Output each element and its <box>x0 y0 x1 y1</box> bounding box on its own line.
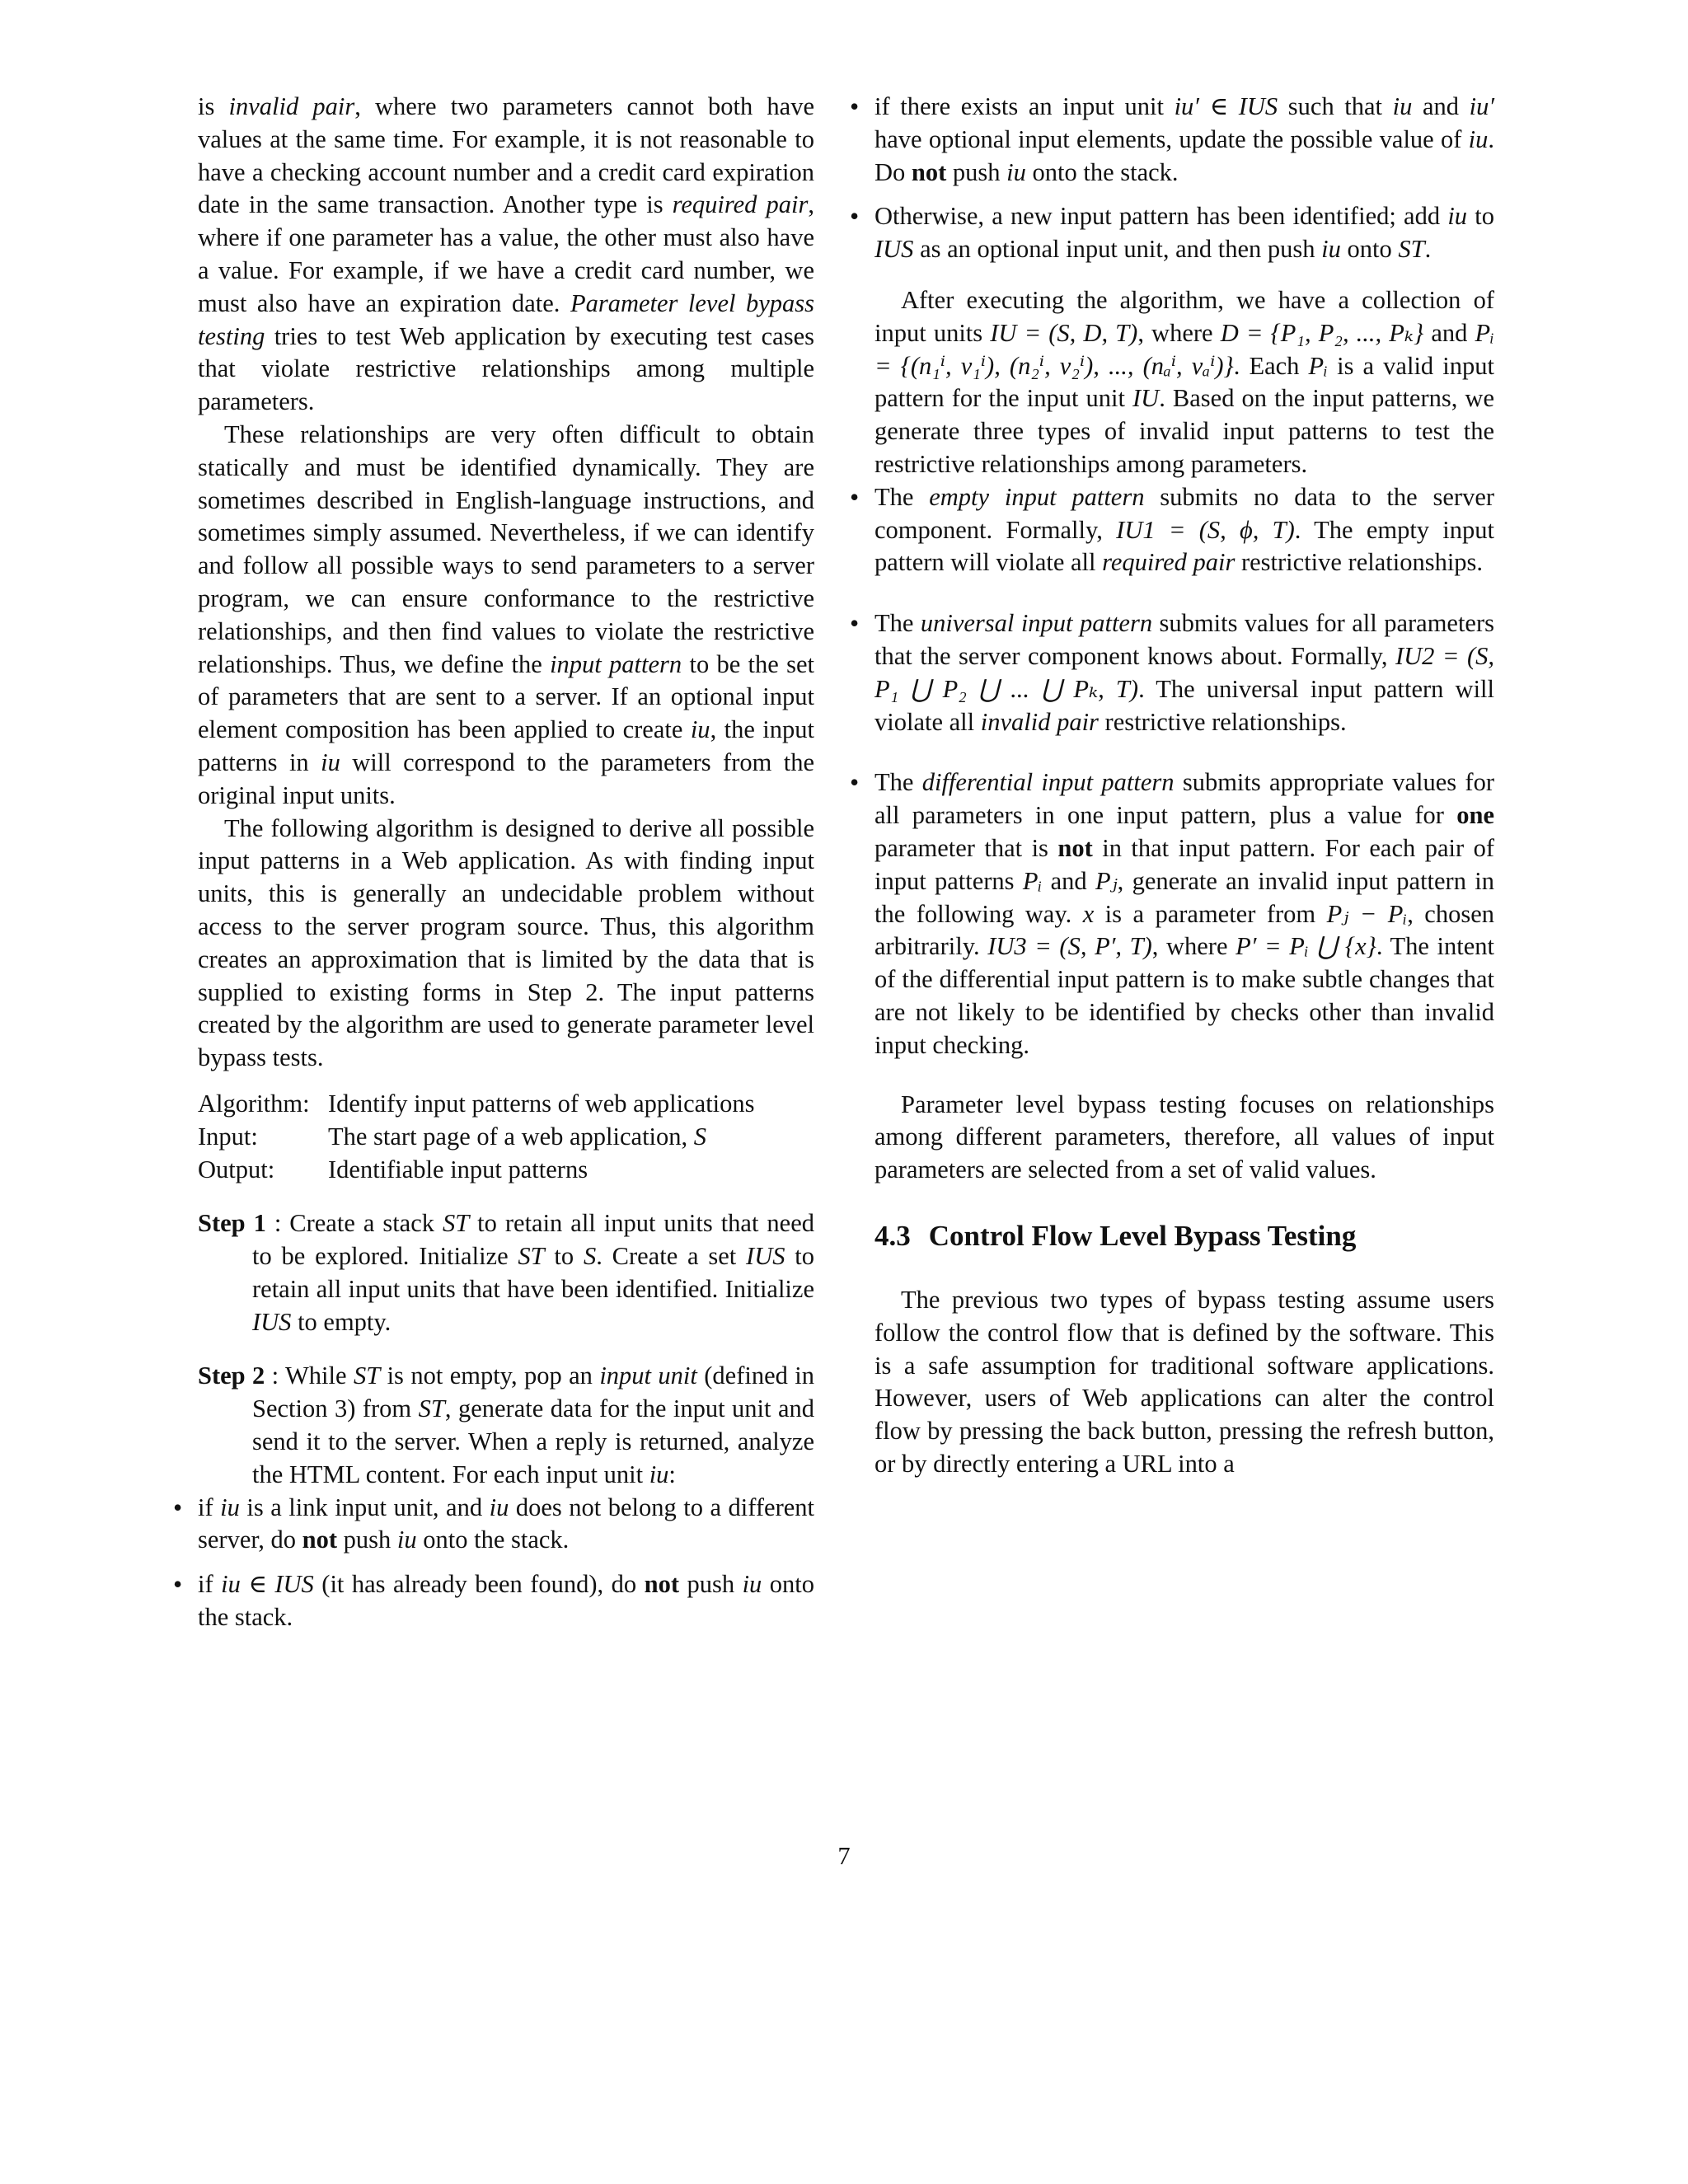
left-column <box>198 91 814 1646</box>
list-item-differential-pattern: • The differential input pattern submits appropriate values for all parameters in one input pattern, plus a value for one parameter that is not in that input pattern. For each pair of input patterns Pᵢ and Pⱼ, generate an invalid input pattern in the following way. x is a parameter from Pⱼ − Pᵢ, chosen arbitrarily. IU3 = (S, P′, T), where P′ = Pᵢ ⋃ {x}. The intent of the differential input pattern is to make subtle changes that are not likely to be identified by checks other than invalid input checking. <box>874 766 1494 1062</box>
algorithm-header <box>198 1088 814 1186</box>
paragraph-control-flow: The previous two types of bypass testing assume users follow the control flow that is defined by the software. This is a safe assumption for traditional software applications. However, users of Web applications can alter the control flow by pressing the back button, pressing the refresh button, or by directly entering a URL into a <box>874 1285 1494 1478</box>
page-number: 7 <box>837 1842 851 1870</box>
paragraph-input-pattern: These relationships are very often difficult to obtain statically and must be identified dynamically. They are sometimes described in English-language instructions, and sometimes simply assumed. Nevertheless, if we can identify and follow all possible ways to send parameters to a server program, we can ensure conformance to the restrictive relationships, and then find values to violate the restrictive relationships. Thus, we define the input pattern to be the set of parameters that are sent to a server. If an optional input element composition has been applied to create iu, the input patterns in iu will correspond to the parameters from the original input units. <box>198 419 814 809</box>
list-item: • if there exists an input unit iu′ ∈ IUS such that iu and iu′ have optional input elements, update the possible value of iu. Do not push iu onto the stack. <box>874 91 1494 189</box>
input-label: Input: <box>198 1122 258 1151</box>
paragraph-parameter-level: Parameter level bypass testing focuses on relationships among different parameters, therefore, all values of input parameters are selected from a set of valid values. <box>874 1090 1494 1184</box>
output-value: Identifiable input patterns <box>328 1155 588 1183</box>
list-item: • if iu ∈ IUS (it has already been found), do not push iu onto the stack. <box>198 1568 814 1634</box>
invalid-pattern-types <box>874 481 1494 1062</box>
section-heading: 4.3 Control Flow Level Bypass Testing <box>874 1219 1357 1252</box>
algorithm-label: Algorithm: <box>198 1089 310 1118</box>
list-item-universal-pattern: • The universal input pattern submits values for all parameters that the server component knows about. Formally, IU2 = (S, P₁ ⋃ P₂ ⋃ ... ⋃ Pₖ, T). The universal input pattern will violate all invalid pair restrictive relationships. <box>874 607 1494 738</box>
algorithm-step-2: Step 2 : While ST is not empty, pop an input unit (defined in Section 3) from ST, generate data for the input unit and send it to the server. When a reply is returned, analyze the HTML content. For each input unit iu: • if iu is a link input unit, and iu does not belong to a different server, do not push iu onto the stack. • if iu ∈ IUS (it has already been found), do not push iu onto the stack. <box>198 1360 814 1633</box>
step-2-conditions <box>198 1492 814 1634</box>
paragraph-invalid-pair: is invalid pair, where two parameters cannot both have values at the same time. For example, it is not reasonable to have a checking account number and a credit card expiration date in the same transaction. Another type is required pair, where if one parameter has a value, the other must also have a value. For example, if we have a credit card number, we must also have an expiration date. Parameter level bypass testing tries to test Web application by executing test cases that violate restrictive relationships among multiple parameters. <box>198 92 815 416</box>
list-item: • if iu is a link input unit, and iu does not belong to a different server, do not push iu onto the stack. <box>198 1492 814 1558</box>
output-label: Output: <box>198 1155 275 1183</box>
algorithm-name: Identify input patterns of web applications <box>328 1089 755 1118</box>
list-item: • Otherwise, a new input pattern has been identified; add iu to IUS as an optional input unit, and then push iu onto ST. <box>874 200 1494 266</box>
step-2-conditions-continued <box>874 91 1494 266</box>
input-value: The start page of a web application, S <box>328 1122 707 1151</box>
paragraph-algorithm-intro: The following algorithm is designed to derive all possible input patterns in a Web application. As with finding input units, this is generally an undecidable problem without access to the server program source. Thus, this algorithm creates an approximation that is limited by the data that is supplied to existing forms in Step 2. The input patterns created by the algorithm are used to generate parameter level bypass tests. <box>198 813 814 1072</box>
paragraph-input-units-collection: After executing the algorithm, we have a collection of input units IU = (S, D, T), where D = {P₁, P₂, ..., Pₖ} and Pᵢ = {(n₁ⁱ, v₁ⁱ), (n₂ⁱ, v₂ⁱ), ..., (nₐⁱ, vₐⁱ)}. Each Pᵢ is a valid input pattern for the input unit IU. Based on the input patterns, we generate three types of invalid input patterns to test the restrictive relationships among parameters. <box>874 285 1495 478</box>
algorithm-step-1: Step 1 : Create a stack ST to retain all input units that need to be explored. Initialize ST to S. Create a set IUS to retain all input units that have been identified. Initialize IUS to empty. <box>198 1209 814 1336</box>
list-item-empty-pattern: • The empty input pattern submits no data to the server component. Formally, IU1 = (S, ϕ, T). The empty input pattern will violate all required pair restrictive relationships. <box>874 481 1494 579</box>
right-column <box>874 91 1494 1481</box>
